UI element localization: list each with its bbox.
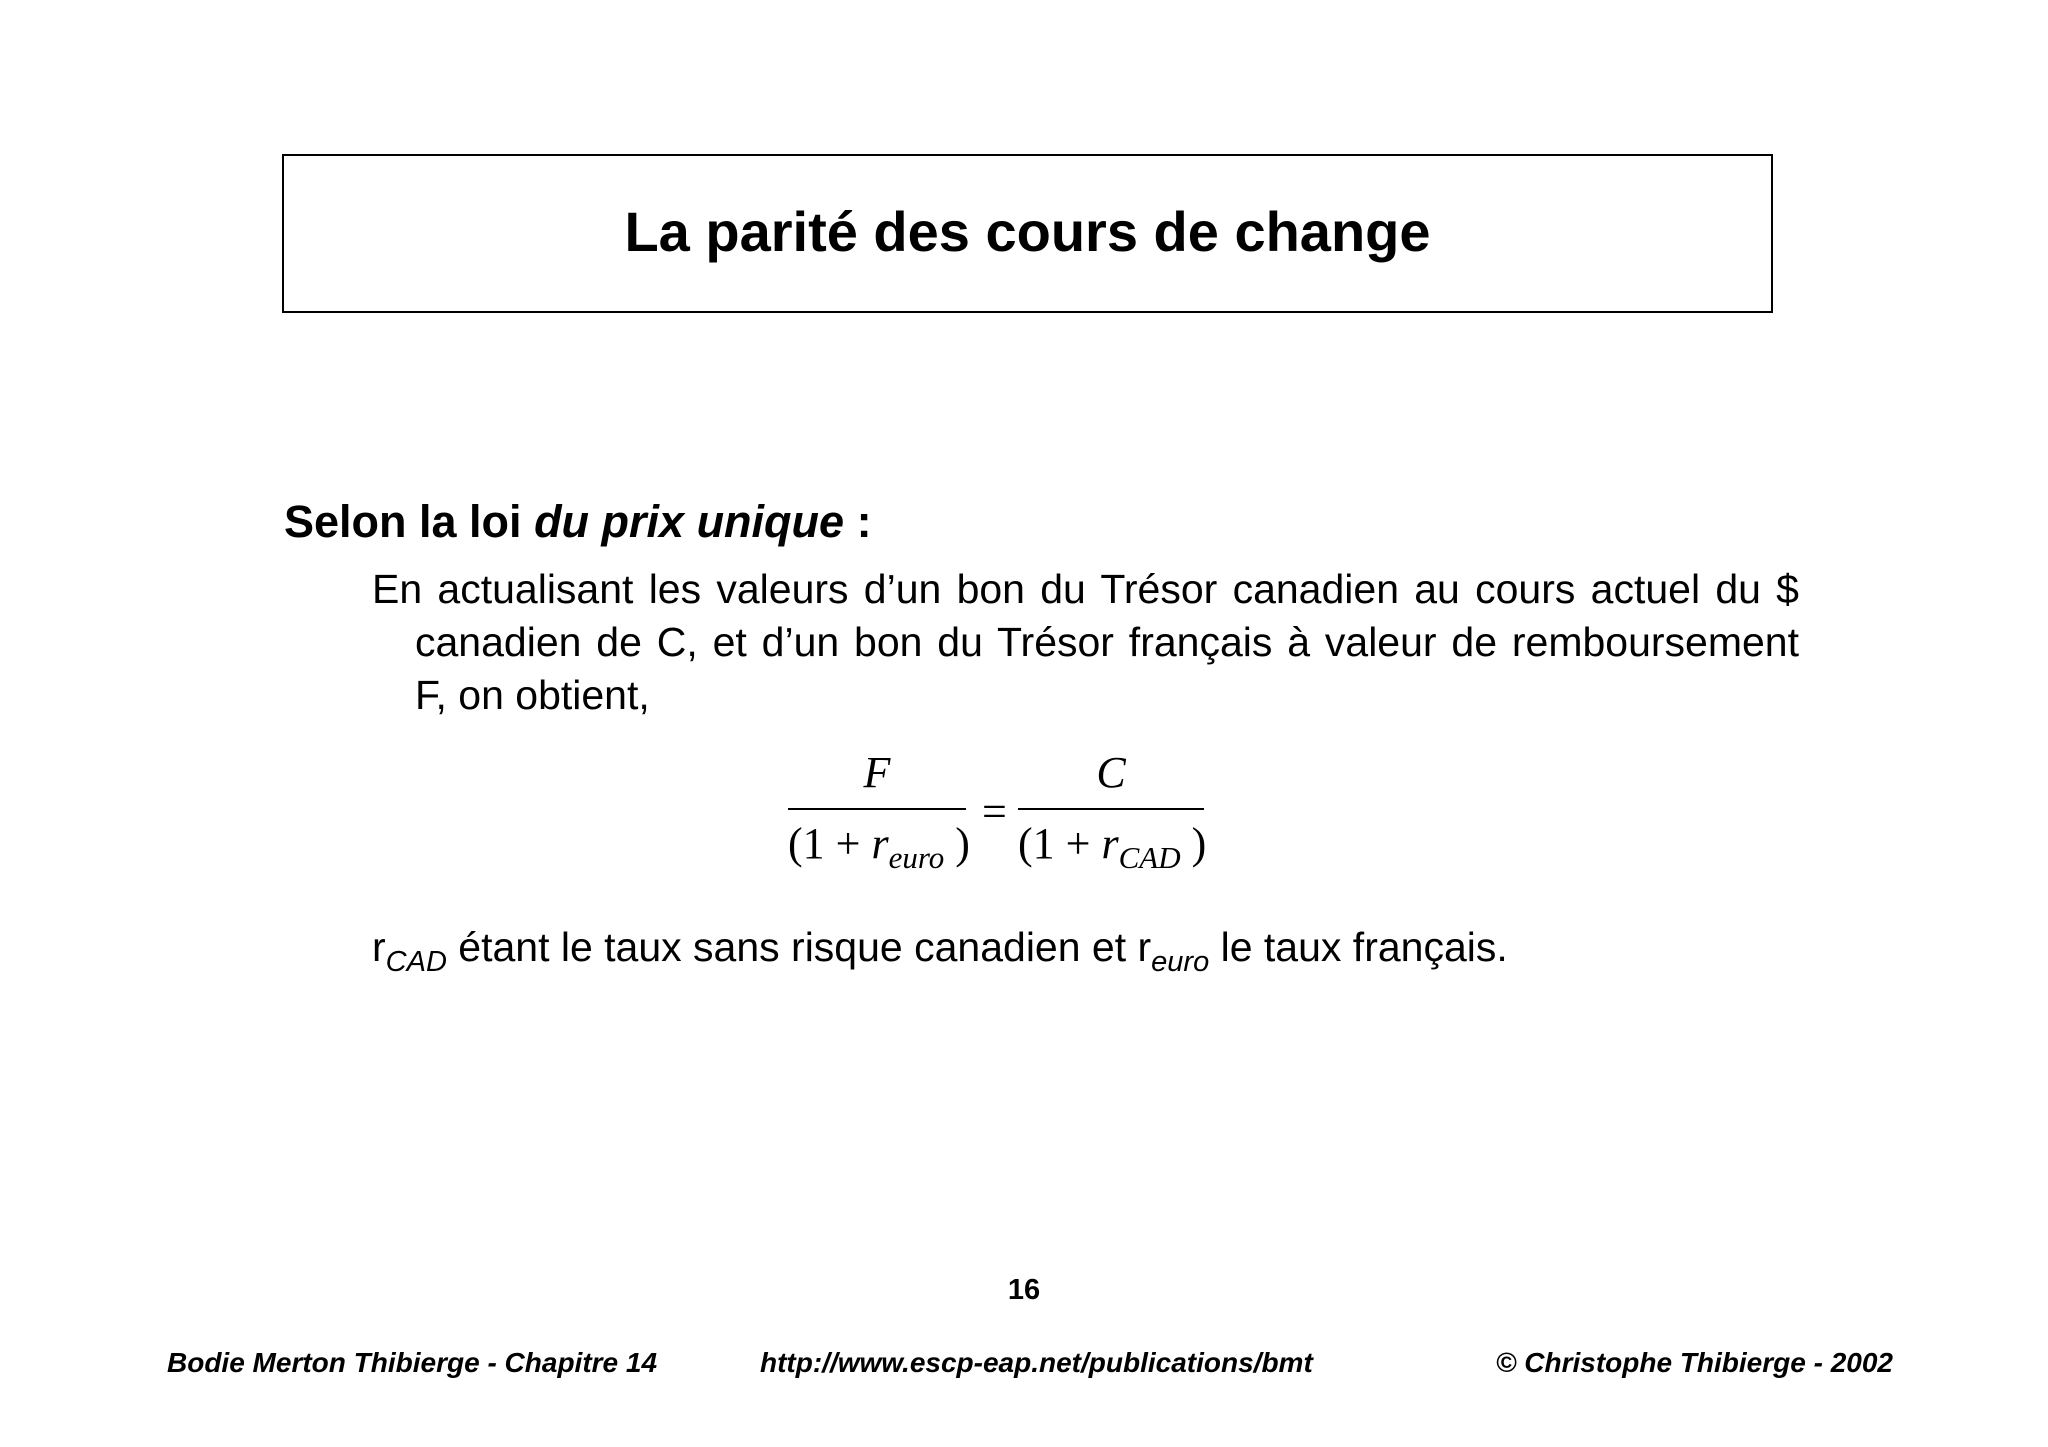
footer-url: http://www.escp-eap.net/publications/bmt: [760, 1347, 1313, 1378]
note-middle: étant le taux sans risque canadien et r: [446, 924, 1152, 970]
right-den-open: (1 +: [1018, 819, 1102, 868]
right-fraction: [1018, 744, 1207, 888]
heading-italic: du prix unique: [534, 496, 845, 547]
right-fraction-bar: [1018, 808, 1204, 810]
formula: [778, 744, 1238, 884]
left-den-close: ): [944, 819, 970, 868]
left-fraction-bar: [788, 808, 966, 810]
title-box: [282, 154, 1773, 313]
footer-copyright: © Christophe Thibierge - 2002: [1495, 1347, 1893, 1378]
left-den-open: (1 +: [788, 819, 872, 868]
body-paragraph: [372, 563, 1799, 722]
note-r2-sub: euro: [1151, 946, 1210, 978]
footer-left: Bodie Merton Thibierge - Chapitre 14: [167, 1347, 658, 1378]
rate-note: [372, 924, 1508, 979]
left-den-sub: euro: [888, 840, 945, 875]
note-r1: r: [372, 924, 386, 970]
left-fraction: [788, 744, 970, 888]
section-heading: [284, 496, 872, 548]
paragraph-text: En actualisant les valeurs d’un bon du Trésor canadien au cours actuel du $ canadien de C, et d’un bon du Trésor français à valeur de remboursement F, on obtient,: [372, 566, 1799, 718]
right-denominator: [1018, 814, 1207, 888]
heading-prefix: Selon la loi: [284, 496, 535, 547]
right-den-sub: CAD: [1118, 840, 1181, 875]
left-numerator: F: [863, 748, 891, 797]
slide-title: La parité des cours de change: [624, 200, 1431, 263]
right-den-close: ): [1180, 819, 1207, 868]
note-r1-sub: CAD: [385, 946, 447, 978]
left-den-var: r: [871, 819, 889, 868]
right-den-var: r: [1101, 819, 1119, 868]
heading-suffix: :: [844, 496, 872, 547]
right-numerator: C: [1096, 748, 1126, 797]
page-number: 16: [1007, 1274, 1041, 1306]
note-end: le taux français.: [1209, 924, 1508, 970]
left-denominator: [788, 814, 970, 888]
equals-sign: =: [982, 787, 1007, 836]
